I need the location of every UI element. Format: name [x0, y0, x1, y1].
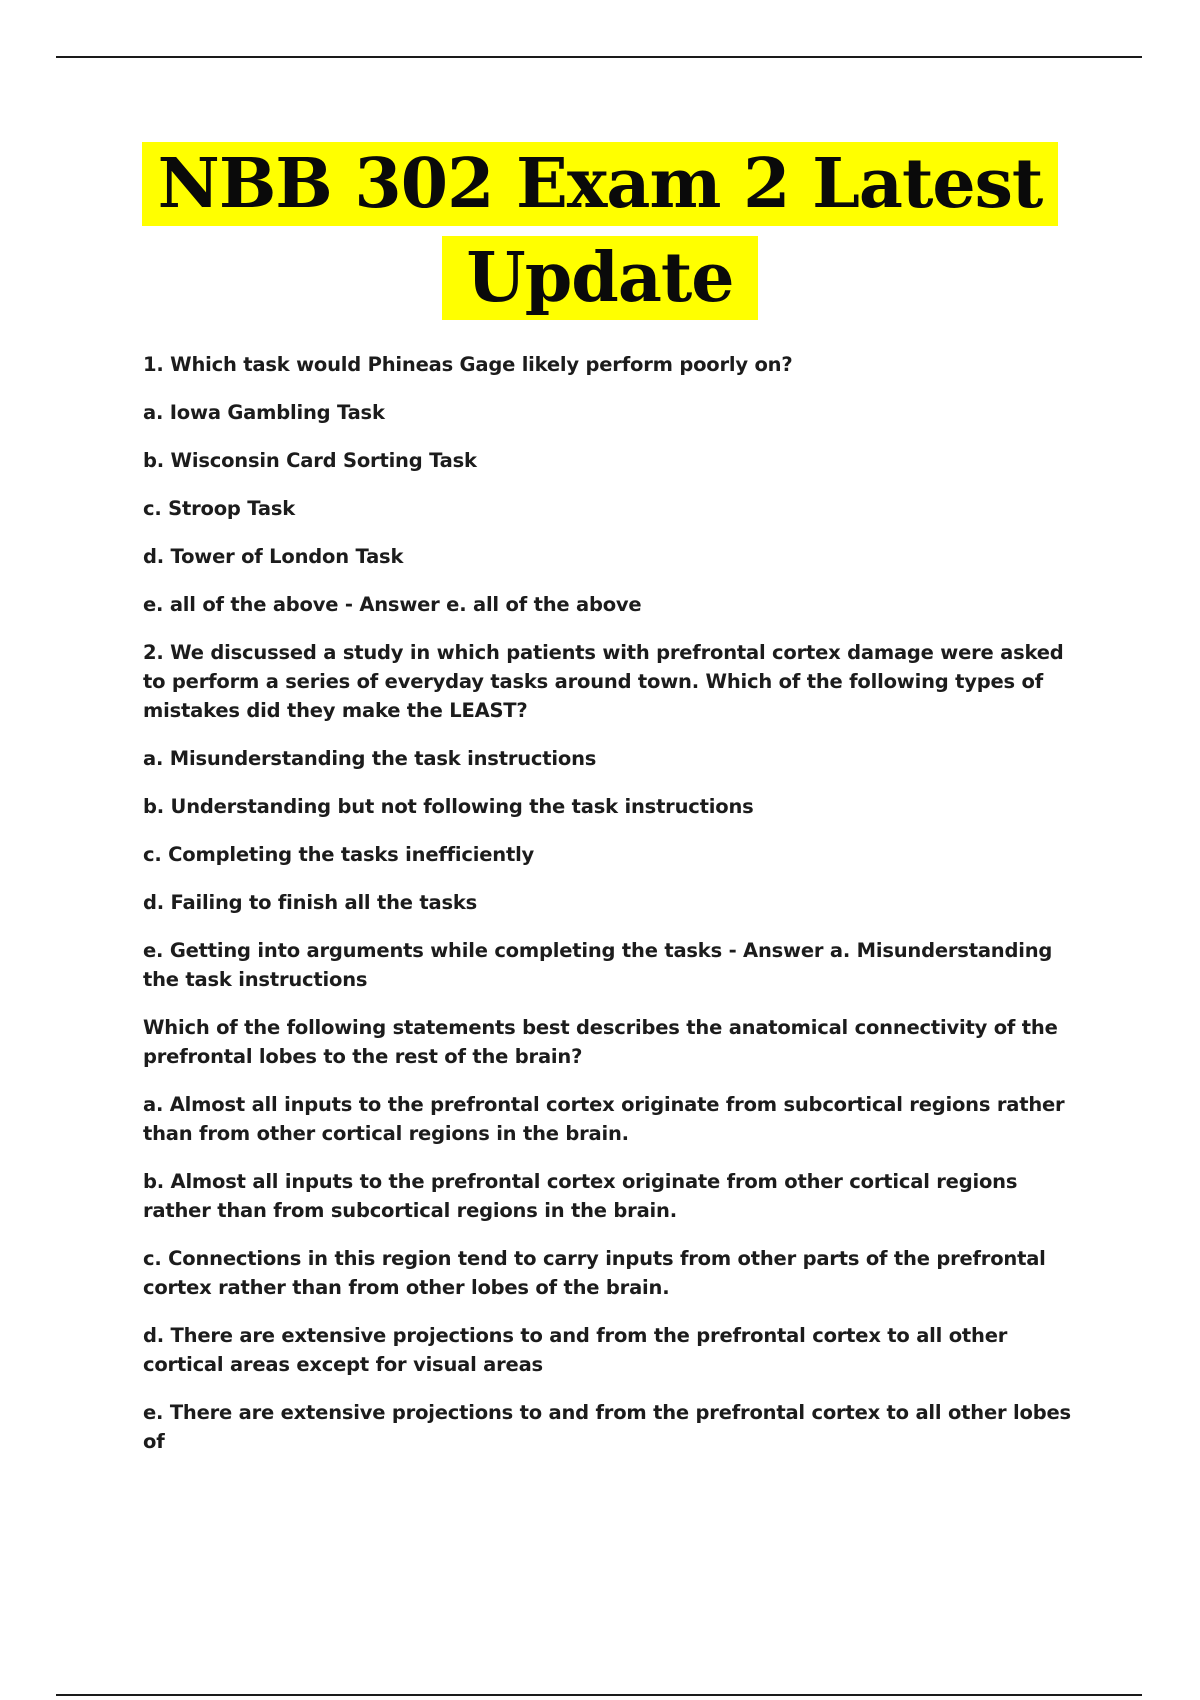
question-2-option-c: c. Completing the tasks inefficiently [143, 843, 535, 866]
question-3-option-b: b. Almost all inputs to the prefrontal cortex originate from other cortical regions rather than from subcortical regions in the brain. [143, 1170, 1018, 1222]
question-1-option-c: c. Stroop Task [143, 497, 296, 520]
question-3-option-d: d. There are extensive projections to and from the prefrontal cortex to all other cortical areas except for visual areas [143, 1324, 1008, 1376]
question-1-option-e-answer: e. all of the above - Answer e. all of the above [143, 593, 642, 616]
question-3-option-c: c. Connections in this region tend to carry inputs from other parts of the prefrontal cortex rather than from other lobes of the brain. [143, 1247, 1046, 1299]
question-3-option-a: a. Almost all inputs to the prefrontal cortex originate from subcortical regions rather than from other cortical regions in the brain. [143, 1093, 1065, 1145]
question-1-option-b: b. Wisconsin Card Sorting Task [143, 449, 477, 472]
question-2-option-a: a. Misunderstanding the task instructions [143, 747, 597, 770]
header-rule [56, 56, 1142, 58]
question-1-option-a: a. Iowa Gambling Task [143, 401, 385, 424]
document-body [143, 350, 1083, 1475]
question-1-option-d: d. Tower of London Task [143, 545, 404, 568]
title-line-1: NBB 302 Exam 2 Latest [142, 142, 1059, 226]
question-2: 2. We discussed a study in which patients with prefrontal cortex damage were asked to perform a series of everyday tasks around town. Which of the following types of mistakes did they make the LEAST? [143, 641, 1064, 722]
question-3-option-e: e. There are extensive projections to and from the prefrontal cortex to all other lobes of [143, 1401, 1071, 1453]
document-title [0, 142, 1200, 320]
question-2-option-b: b. Understanding but not following the task instructions [143, 795, 754, 818]
title-line-2: Update [442, 236, 757, 320]
question-2-option-d: d. Failing to finish all the tasks [143, 891, 478, 914]
footer-rule [56, 1694, 1142, 1696]
question-3: Which of the following statements best describes the anatomical connectivity of the prefrontal lobes to the rest of the brain? [143, 1016, 1058, 1068]
question-1: 1. Which task would Phineas Gage likely perform poorly on? [143, 353, 793, 376]
question-2-option-e-answer: e. Getting into arguments while completing the tasks - Answer a. Misunderstanding the task instructions [143, 939, 1053, 991]
